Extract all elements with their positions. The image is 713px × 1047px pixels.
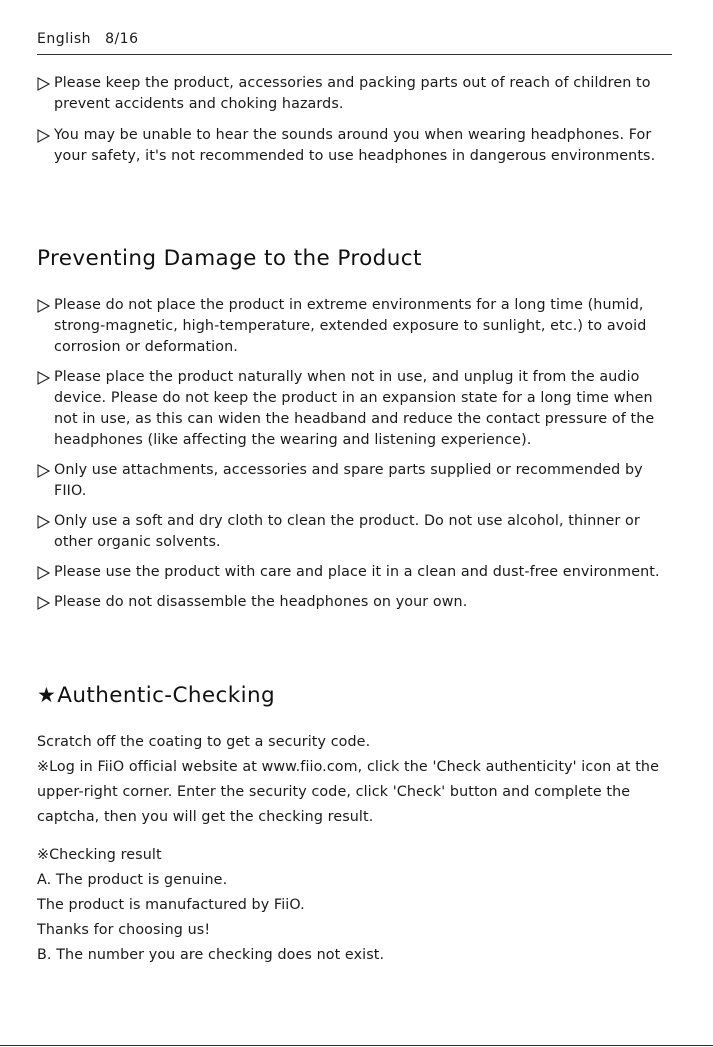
safety-bullet [37, 73, 677, 115]
authentic-title-text: Authentic-Checking [57, 683, 276, 708]
damage-section-title: Preventing Damage to the Product [37, 246, 422, 271]
result-line: ※Checking result [37, 847, 162, 863]
header-page-number: 8/16 [105, 31, 139, 47]
instruction-line: upper-right corner. Enter the security code, click 'Check' button and complete the [37, 784, 631, 800]
damage-bullet-text: Please use the product with care and place it in a clean and dust-free environment. [54, 564, 660, 580]
footer-divider [0, 1045, 713, 1046]
damage-bullet-text: Please place the product naturally when not in use, and unplug it from the audio device. Please do not keep the product in an expansion state for a long time when not in use, as this can widen the headband and reduce the contact pressure of the headphones (like affecting the wearing and listening experience). [54, 369, 655, 448]
authentic-instructions [37, 730, 677, 830]
damage-bullet [37, 562, 677, 583]
star-icon: ★ [37, 683, 57, 707]
authentic-section-title [37, 683, 275, 708]
authentic-intro: Scratch off the coating to get a security code. [37, 734, 371, 750]
page-header [37, 31, 153, 47]
header-language: English [37, 31, 92, 47]
damage-bullet [37, 295, 677, 358]
instruction-line: ※Log in FiiO official website at www.fiio.com, click the 'Check authenticity' icon at the [37, 759, 659, 775]
damage-bullet-text: Only use attachments, accessories and spare parts supplied or recommended by FIIO. [54, 462, 643, 499]
damage-bullet [37, 592, 677, 613]
result-line: B. The number you are checking does not exist. [37, 947, 385, 963]
safety-bullet-list [37, 73, 677, 177]
damage-bullet-text: Only use a soft and dry cloth to clean the product. Do not use alcohol, thinner or other organic solvents. [54, 513, 640, 550]
header-divider [37, 54, 672, 55]
result-line: The product is manufactured by FiiO. [37, 897, 305, 913]
result-line: A. The product is genuine. [37, 872, 228, 888]
damage-bullet-text: Please do not disassemble the headphones on your own. [54, 594, 468, 610]
damage-bullet [37, 367, 677, 451]
damage-bullet-list [37, 295, 677, 622]
result-line: Thanks for choosing us! [37, 922, 211, 938]
safety-bullet-text: You may be unable to hear the sounds around you when wearing headphones. For your safety, it's not recommended to use headphones in dangerous environments. [54, 127, 656, 164]
safety-bullet [37, 125, 677, 167]
instruction-line: captcha, then you will get the checking result. [37, 809, 374, 825]
damage-bullet-text: Please do not place the product in extreme environments for a long time (humid, strong-magnetic, high-temperature, extended exposure to sunlight, etc.) to avoid corrosion or deformation. [54, 297, 647, 355]
checking-result-block [37, 843, 677, 968]
safety-bullet-text: Please keep the product, accessories and packing parts out of reach of children to prevent accidents and choking hazards. [54, 75, 651, 112]
damage-bullet [37, 511, 677, 553]
damage-bullet [37, 460, 677, 502]
